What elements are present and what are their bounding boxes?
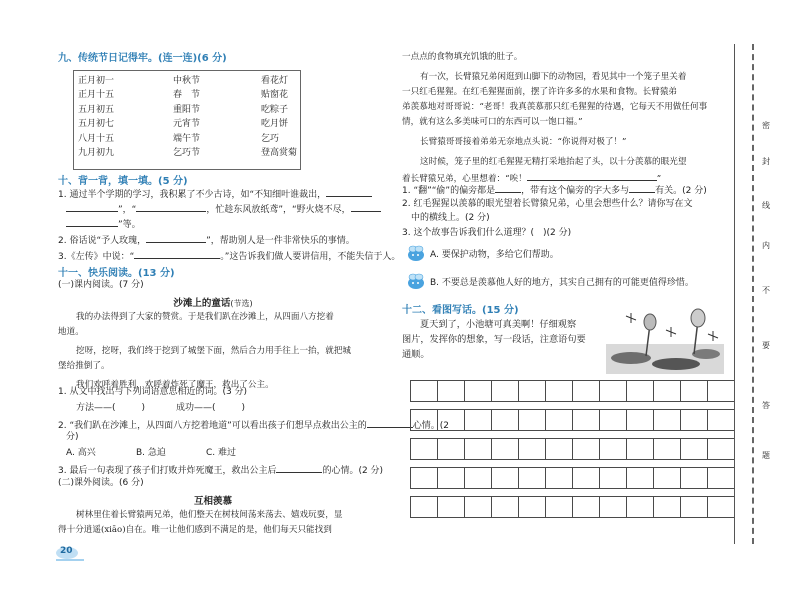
blank[interactable]: [66, 216, 118, 227]
blank[interactable]: [136, 201, 206, 212]
section11-heading: 十一、快乐阅读。(13 分): [58, 268, 175, 279]
s10-q1-line1: 1. 通过半个学期的学习，我积累了不少古诗，如“不知细叶谁裁出，: [58, 186, 372, 202]
s11-q3: 3. 最后一句表现了孩子们打败并炸死魔王，救出公主后 的心情。(2 分): [58, 462, 383, 478]
custom-column: 看花灯 贴窗花 吃粽子 吃月饼 乞巧 登高赏菊: [261, 76, 298, 159]
blank[interactable]: [629, 182, 655, 193]
option-a[interactable]: A. 高兴: [66, 448, 96, 458]
r-q1: 1. “翻”“偷”的偏旁都是 ，带有这个偏旁的字大多与 有关。(2 分): [402, 182, 707, 198]
festival-matching-table: [73, 70, 301, 170]
s10-q1-line3: ”等。: [66, 216, 141, 232]
s11-q2-score: 分): [66, 432, 79, 442]
festival-column: 中秋节 春 节 重阳节 元宵节 端午节 乞巧节: [173, 76, 201, 159]
blank[interactable]: [326, 186, 372, 197]
option-b[interactable]: B. 不要总是羡慕他人好的地方，其实自己拥有的可能更值得珍惜。: [430, 278, 694, 288]
r-q2: 2. 红毛猩猩以羡慕的眼光望着长臂猿兄弟，心里会想些什么？请你写在文: [402, 199, 693, 209]
section12-heading: 十二、看图写话。(15 分): [402, 305, 519, 316]
s10-q1-line2: ”，“ ，忙趁东风放纸鸢”，“野火烧不尽，: [66, 201, 381, 217]
seal-char: 内: [762, 241, 770, 250]
s10-q2: 2. 俗话说“予人玫瑰， ”，帮助别人是一件非常快乐的事情。: [58, 232, 355, 248]
s11-q1-word1: 方法——( ): [76, 403, 146, 413]
margin-line: [734, 44, 735, 544]
pond-illustration: [606, 306, 724, 374]
s11-q1: 1. 从文中找出与下列词语意思相近的词。(3 分): [58, 387, 248, 397]
seal-char: 答: [762, 401, 770, 410]
part2-label: (二)课外阅读。(6 分): [58, 478, 144, 488]
seal-char: 密: [762, 121, 770, 130]
seal-char: 题: [762, 451, 770, 460]
blank[interactable]: [367, 417, 413, 428]
s11-q1-word2: 成功——( ): [176, 403, 246, 413]
option-b[interactable]: B. 急迫: [136, 448, 166, 458]
seal-char: 不: [762, 286, 770, 295]
story-text: 我的办法得到了大家的赞赏。于是我们趴在沙滩上，从四面八方挖着 地道。 挖呀，挖呀，我们终于挖到了城堡下面，然后合力用手往上一抬，就把城 堡给推倒了。 我们欢呼着胜利，欢呼着炸死了魔王，救出了公主。: [58, 312, 352, 390]
section10-heading: 十、背一背，填一填。(5 分): [58, 176, 188, 187]
blank[interactable]: [66, 201, 118, 212]
option-c[interactable]: C. 难过: [206, 448, 237, 458]
section9-heading: 九、传统节日记得牢。(连一连)(6 分): [58, 53, 227, 64]
seal-char: 线: [762, 201, 770, 210]
option-a[interactable]: A. 要保护动物，多给它们帮助。: [430, 250, 559, 260]
seal-line: [752, 44, 754, 544]
date-column: 正月初一 正月十五 五月初五 五月初七 八月十五 九月初九: [78, 76, 115, 159]
s11-q2: 2. “我们趴在沙滩上，从四面八方挖着地道”可以看出孩子们想早点救出公主的 心情。(2: [58, 417, 449, 433]
r-q3: 3. 这个故事告诉我们什么道理？( )(2 分): [402, 228, 572, 238]
bee-icon: [404, 270, 428, 292]
blank[interactable]: [276, 462, 322, 473]
seal-char: 封: [762, 157, 770, 166]
writing-grid[interactable]: [410, 380, 735, 518]
part1-label: (一)课内阅读。(7 分): [58, 280, 144, 290]
story-title: 沙滩上的童话(节选): [173, 298, 253, 309]
story2-text: 树林里住着长臂猿两兄弟，他们整天在树枝间荡来荡去、嬉戏玩耍，显 得十分逍遥(xiāo)自在。唯一让他们感到不满足的是，他们每天只能找到: [58, 510, 343, 535]
s10-q3: 3.《左传》中说：“ 。”这告诉我们做人要讲信用，不能失信于人。: [58, 248, 400, 264]
s12-prompt: 夏天到了，小池塘可真美啊！仔细观察 图片，发挥你的想象，写一段话，注意语句要 通顺。: [402, 319, 586, 360]
blank[interactable]: [134, 248, 220, 259]
blank[interactable]: [527, 170, 657, 181]
bee-icon: [404, 242, 428, 264]
seal-char: 要: [762, 341, 770, 350]
blank[interactable]: [351, 201, 381, 212]
story2-continued: 一点点的食物填充饥饿的肚子。 有一次，长臂猿兄弟闲逛到山脚下的动物园，看见其中一个笼子里关着 一只红毛猩猩。在红毛猩猩面前，摆了许许多多的水果和食物。长臂猿弟 弟羡慕地对哥哥说：“老哥！我真羡慕那只红毛猩猩的待遇，它每天不用做任何事 情，就有这么多美味可口的东西可以一饱口福。” 长臂猿哥哥接着弟弟无奈地点头说：“你说得对极了！” 这时候，笼子里的红毛猩猩无精打采地抬起了头，以十分羡慕的眼光望 着长臂猿兄弟，心里想着：“唉！ ”: [402, 52, 708, 184]
blank[interactable]: [495, 182, 521, 193]
r-q2-cont: 中的横线上。(2 分): [411, 213, 490, 223]
page-number: 20: [60, 546, 73, 556]
story2-title: 互相羡慕: [193, 496, 232, 507]
blank[interactable]: [146, 232, 206, 243]
